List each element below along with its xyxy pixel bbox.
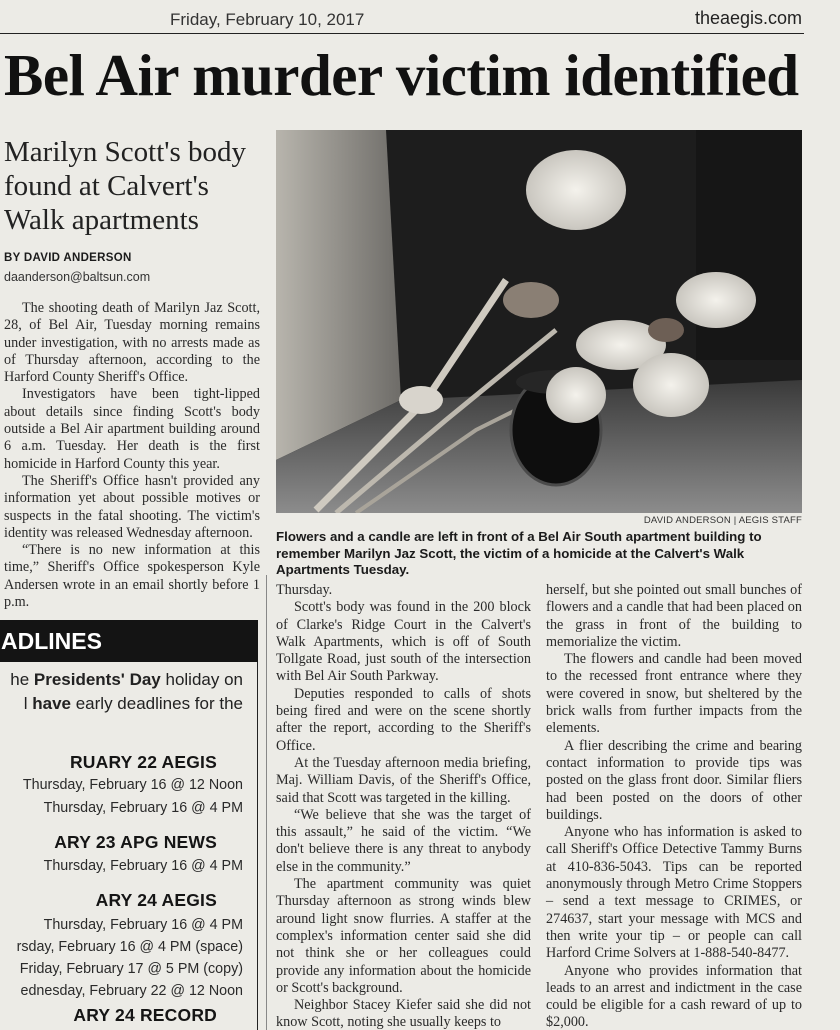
deadline-section-heading: ARY 24 AEGIS [95,890,217,910]
deadline-line: Thursday, February 16 @ 4 PM [43,917,243,933]
column-divider [266,575,267,1030]
deadline-section-heading: ARY 24 RECORD [73,1005,217,1025]
deadline-line: Thursday, February 16 @ 4 PM [43,800,243,816]
deadline-line: ednesday, February 22 @ 12 Noon [20,983,243,999]
memorial-photo [276,130,802,513]
deadlines-intro [10,668,243,716]
deadline-section-heading: RUARY 22 AEGIS [69,752,217,772]
author-email[interactable]: daanderson@baltsun.com [4,270,151,284]
paragraph: The shooting death of Marilyn Jaz Scott, 28, of Bel Air, Tuesday morning remains under investigation, with no arrests made as of Thursday afternoon, according to the Harford County Sheriff's Office. [4,300,260,386]
paragraph: A flier describing the crime and bearing contact information to provide tips was posted on the glass front door. Similar fliers had been posted on the doors of other buildings. [546,737,802,823]
intro-text: l [23,694,33,713]
intro-text: he [10,670,34,689]
paragraph: Investigators have been tight-lipped about details since finding Scott's body outside a Bel Air apartment building around 6 a.m. Tuesday. Her death is the first homicide in Harford County this year. [4,386,260,472]
photo-credit: DAVID ANDERSON | AEGIS STAFF [643,515,802,526]
deadlines-banner: ADLINES [0,620,258,662]
intro-text: early deadlines for the [71,694,243,713]
paragraph: herself, but she pointed out small bunches of flowers and a candle that had been placed on the grass in front of the building to memorialize the victim. [546,582,802,650]
paragraph: “We believe that she was the target of this assault,” he said of the victim. “We don't believe there is any threat to anybody else in the community.” [276,806,531,875]
intro-text: holiday on [160,670,243,689]
header-rule [0,33,804,34]
paragraph: “There is no new information at this time,” Sheriff's Office spokesperson Kyle Andersen wrote in an email shortly before 1 p.m. [4,542,260,611]
paragraph: The flowers and candle had been moved to the recessed front entrance where they were covered in snow, but sheltered by the brick walls from further impacts from the elements. [546,651,802,737]
byline: BY DAVID ANDERSON [4,252,132,264]
article-column-2 [276,582,531,1030]
paragraph: Scott's body was found in the 200 block of Clarke's Ridge Court in the Calvert's Walk Apartments, which is off of South Tollgate Road, just south of the intersection with Bel Air South Parkway. [276,599,531,685]
deadline-line: Friday, February 17 @ 5 PM (copy) [19,961,243,977]
intro-holiday: Presidents' Day [33,670,161,689]
photo-caption: Flowers and a candle are left in front of a Bel Air South apartment building to remember Marilyn Jaz Scott, the victim of a homicide at the Calvert's Walk Apartments Tuesday. [276,529,762,577]
deadlines-intro-line [10,692,243,716]
deadline-line: Thursday, February 16 @ 12 Noon [22,777,243,793]
paragraph: Thursday. [276,582,333,598]
issue-date: Friday, February 10, 2017 [170,10,365,29]
deadlines-box [0,662,258,1030]
deadlines-intro-line [10,668,243,692]
paragraph: Deputies responded to calls of shots being fired and were on the scene shortly after the report, according to the Sheriff's Office. [276,685,531,754]
paragraph: The apartment community was quiet Thursday afternoon as strong winds blew around light snow flurries. A staffer at the complex's information center said she did not think she or her colleagues could provide any information about the homicide or Scott's background. [276,876,531,996]
intro-text-bold: have [32,694,71,713]
subheadline: Marilyn Scott's body found at Calvert's Walk apartments [4,136,247,236]
website-name[interactable]: theaegis.com [694,8,802,28]
paragraph: Neighbor Stacey Kiefer said she did not know Scott, noting she usually keeps to [276,997,531,1030]
deadline-section-heading: ARY 23 APG NEWS [54,832,217,852]
paragraph: Anyone who provides information that leads to an arrest and indictment in the case could be eligible for a cash reward of up to $2,000. [546,962,802,1030]
article-column-3 [546,582,802,1030]
headline: Bel Air murder victim identified [4,42,799,108]
paragraph: The Sheriff's Office hasn't provided any information yet about possible motives or suspects in the fatal shooting. The victim's identity was released Wednesday afternoon. [4,472,260,541]
article-column-1 [4,300,260,611]
paragraph: Anyone who has information is asked to call Sheriff's Office Detective Tammy Burns at 410-836-5043. Tips can be reported anonymously through Metro Crime Stoppers – send a text message to CRIMES, or 274637, start your message with MCS and then write your tip – or people can call Harford Crime Solvers at 1-888-540-8477. [546,824,802,962]
deadline-line: rsday, February 16 @ 4 PM (space) [16,939,243,955]
paragraph: At the Tuesday afternoon media briefing, Maj. William Davis, of the Sheriff's Office, said that Scott was targeted in the killing. [276,754,531,806]
deadline-line: Thursday, February 16 @ 4 PM [43,858,243,874]
memorial-photo-image [276,130,802,513]
